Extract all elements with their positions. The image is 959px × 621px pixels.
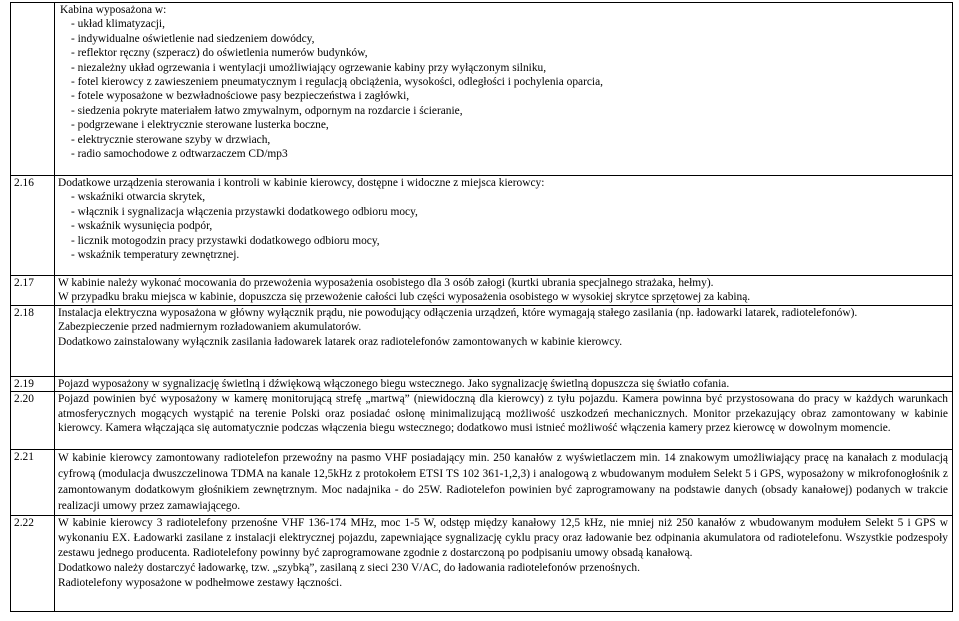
- row-description: [55, 305, 953, 376]
- table-row: [11, 376, 953, 391]
- row-number: 2.17: [11, 276, 55, 306]
- table-row: [11, 450, 953, 516]
- row-description: [55, 3, 953, 176]
- row-description: [55, 392, 953, 450]
- list-item: - podgrzewane i elektrycznie sterowane lusterka boczne,: [71, 119, 329, 132]
- table-row: [11, 3, 953, 176]
- paragraph: Instalacja elektryczna wyposażona w główny wyłącznik prądu, nie powodujący odłączenia urządzeń, które wymagają stałego zasilania (np. ładowarki latarek, radiotelefonów).: [58, 306, 858, 319]
- row-description: [55, 450, 953, 516]
- table-row: [11, 305, 953, 376]
- paragraph: W kabinie kierowcy zamontowany radiotelefon przewoźny na pasmo VHF posiadający min. 250 kanałów z wyświetlaczem min. 14 znakowym umożliwiający pracę na kanałach z modulacją cyfrową (modulacja dwuszczelinowa TDMA na kanale 12,5kHz z protokołem ETSI TS 102 361-1,2,3) i analogową z wbudowanym modułem Selekt 5 i GPS, wyposażony w mikrofonogłośnik z zamontowanym dodatkowym głośnikiem zewnętrznym. Moc nadajnika - do 25W. Radiotelefon powinien być zaprogramowany na podstawie danych (obsady kanałowej) podanych w trakcie realizacji umowy przez zamawiającego.: [58, 452, 948, 513]
- paragraph: Radiotelefony wyposażone w podhełmowe zestawy łączności.: [58, 577, 343, 590]
- list-item: - licznik motogodzin pracy przystawki dodatkowego odbioru mocy,: [71, 234, 380, 247]
- list-item: - wskaźnik temperatury zewnętrznej.: [71, 249, 240, 262]
- paragraph: W kabinie należy wykonać mocowania do przewożenia wyposażenia osobistego dla 3 osób załogi (kurtki ubrania specjalnego strażaka, hełmy).: [58, 277, 714, 289]
- row-description: [55, 516, 953, 612]
- row-number: 2.21: [11, 450, 55, 516]
- paragraph: W przypadku braku miejsca w kabinie, dopuszcza się przewożenie całości lub części wyposażenia osobistego w wysokiej skrytce sprzętowej za kabiną.: [58, 291, 751, 304]
- list-item: - elektrycznie sterowane szyby w drzwiach,: [71, 133, 271, 146]
- specification-table: [10, 2, 953, 612]
- row-number: [11, 3, 55, 176]
- table-row: [11, 392, 953, 450]
- list-item: - niezależny układ ogrzewania i wentylacji umożliwiający ogrzewanie kabiny przy wyłączonym silniku,: [71, 61, 547, 74]
- paragraph: W kabinie kierowcy 3 radiotelefony przenośne VHF 136-174 MHz, moc 1-5 W, odstęp między kanałowy 12,5 kHz, nie mniej niż 250 kanałów z wbudowanym modułem Selekt 5 i GPS w wykonaniu EX. Ładowarki zasilane z instalacji elektrycznej pojazdu, zapewniające sygnalizację cyklu pracy oraz ładowanie bez odpinania akumulatora od radiotelefonu. Wszystkie podzespoły zestawu jednego producenta. Radiotelefony powinny być zaprogramowane zgodnie z dostarczoną po podpisaniu umowy obsadą kanałową.: [58, 517, 948, 560]
- paragraph: Zabezpieczenie przed nadmiernym rozładowaniem akumulatorów.: [58, 321, 362, 334]
- list-item: - wskaźniki otwarcia skrytek,: [71, 191, 206, 204]
- list-intro: Dodatkowe urządzenia sterowania i kontroli w kabinie kierowcy, dostępne i widoczne z miejsca kierowcy:: [58, 177, 545, 189]
- list-item: - układ klimatyzacji,: [71, 18, 165, 31]
- list-item: - fotel kierowcy z zawieszeniem pneumatycznym i regulacją obciążenia, wysokości, odległości i pochylenia oparcia,: [71, 76, 603, 89]
- paragraph: Pojazd wyposażony w sygnalizację świetlną i dźwiękową włączonego biegu wstecznego. Jako sygnalizację świetlną dopuszcza się światło cofania.: [58, 377, 730, 390]
- paragraph: Dodatkowo należy dostarczyć ładowarkę, tzw. „szybką”, zasilaną z sieci 230 V/AC, do ładowania radiotelefonów przenośnych.: [58, 562, 640, 575]
- list-item: - włącznik i sygnalizacja włączenia przystawki dodatkowego odbioru mocy,: [71, 205, 418, 218]
- row-number: 2.18: [11, 305, 55, 376]
- list-item: - siedzenia pokryte materiałem łatwo zmywalnym, odpornym na rozdarcie i ścieranie,: [71, 104, 463, 117]
- list-intro: Kabina wyposażona w:: [60, 4, 167, 16]
- row-number: 2.22: [11, 516, 55, 612]
- row-description: [55, 276, 953, 306]
- row-description: [55, 376, 953, 391]
- list-item: - reflektor ręczny (szperacz) do oświetlenia numerów budynków,: [71, 47, 368, 60]
- row-number: 2.20: [11, 392, 55, 450]
- row-description: [55, 176, 953, 276]
- list-item: - indywidualne oświetlenie nad siedzeniem dowódcy,: [71, 32, 315, 45]
- table-row: [11, 516, 953, 612]
- list-item: - fotele wyposażone w bezwładnościowe pasy bezpieczeństwa i zagłówki,: [71, 90, 410, 103]
- table-row: [11, 276, 953, 306]
- table-row: [11, 176, 953, 276]
- list-item: - wskaźnik wysunięcia podpór,: [71, 220, 213, 233]
- row-number: 2.19: [11, 376, 55, 391]
- list-item: - radio samochodowe z odtwarzaczem CD/mp3: [71, 148, 288, 161]
- paragraph: Pojazd powinien być wyposażony w kamerę monitorującą strefę „martwą” (niewidoczną dla kierowcy) z tyłu pojazdu. Kamera powinna być przystosowana do pracy w każdych warunkach atmosferycznych mogących wystąpić na terenie Polski oraz posiadać osłonę minimalizującą możliwość uszkodzeń mechanicznych. Monitor przekazujący obraz zamontowany w kabinie kierowcy. Kamera włączająca się automatycznie podczas włączenia biegu wstecznego; dodatkowo musi istnieć możliwość włączenia kamery przez kierowcę w dowolnym momencie.: [58, 393, 948, 435]
- paragraph: Dodatkowo zainstalowany wyłącznik zasilania ładowarek latarek oraz radiotelefonów zamontowanych w kabinie kierowcy.: [58, 335, 623, 348]
- row-number: 2.16: [11, 176, 55, 276]
